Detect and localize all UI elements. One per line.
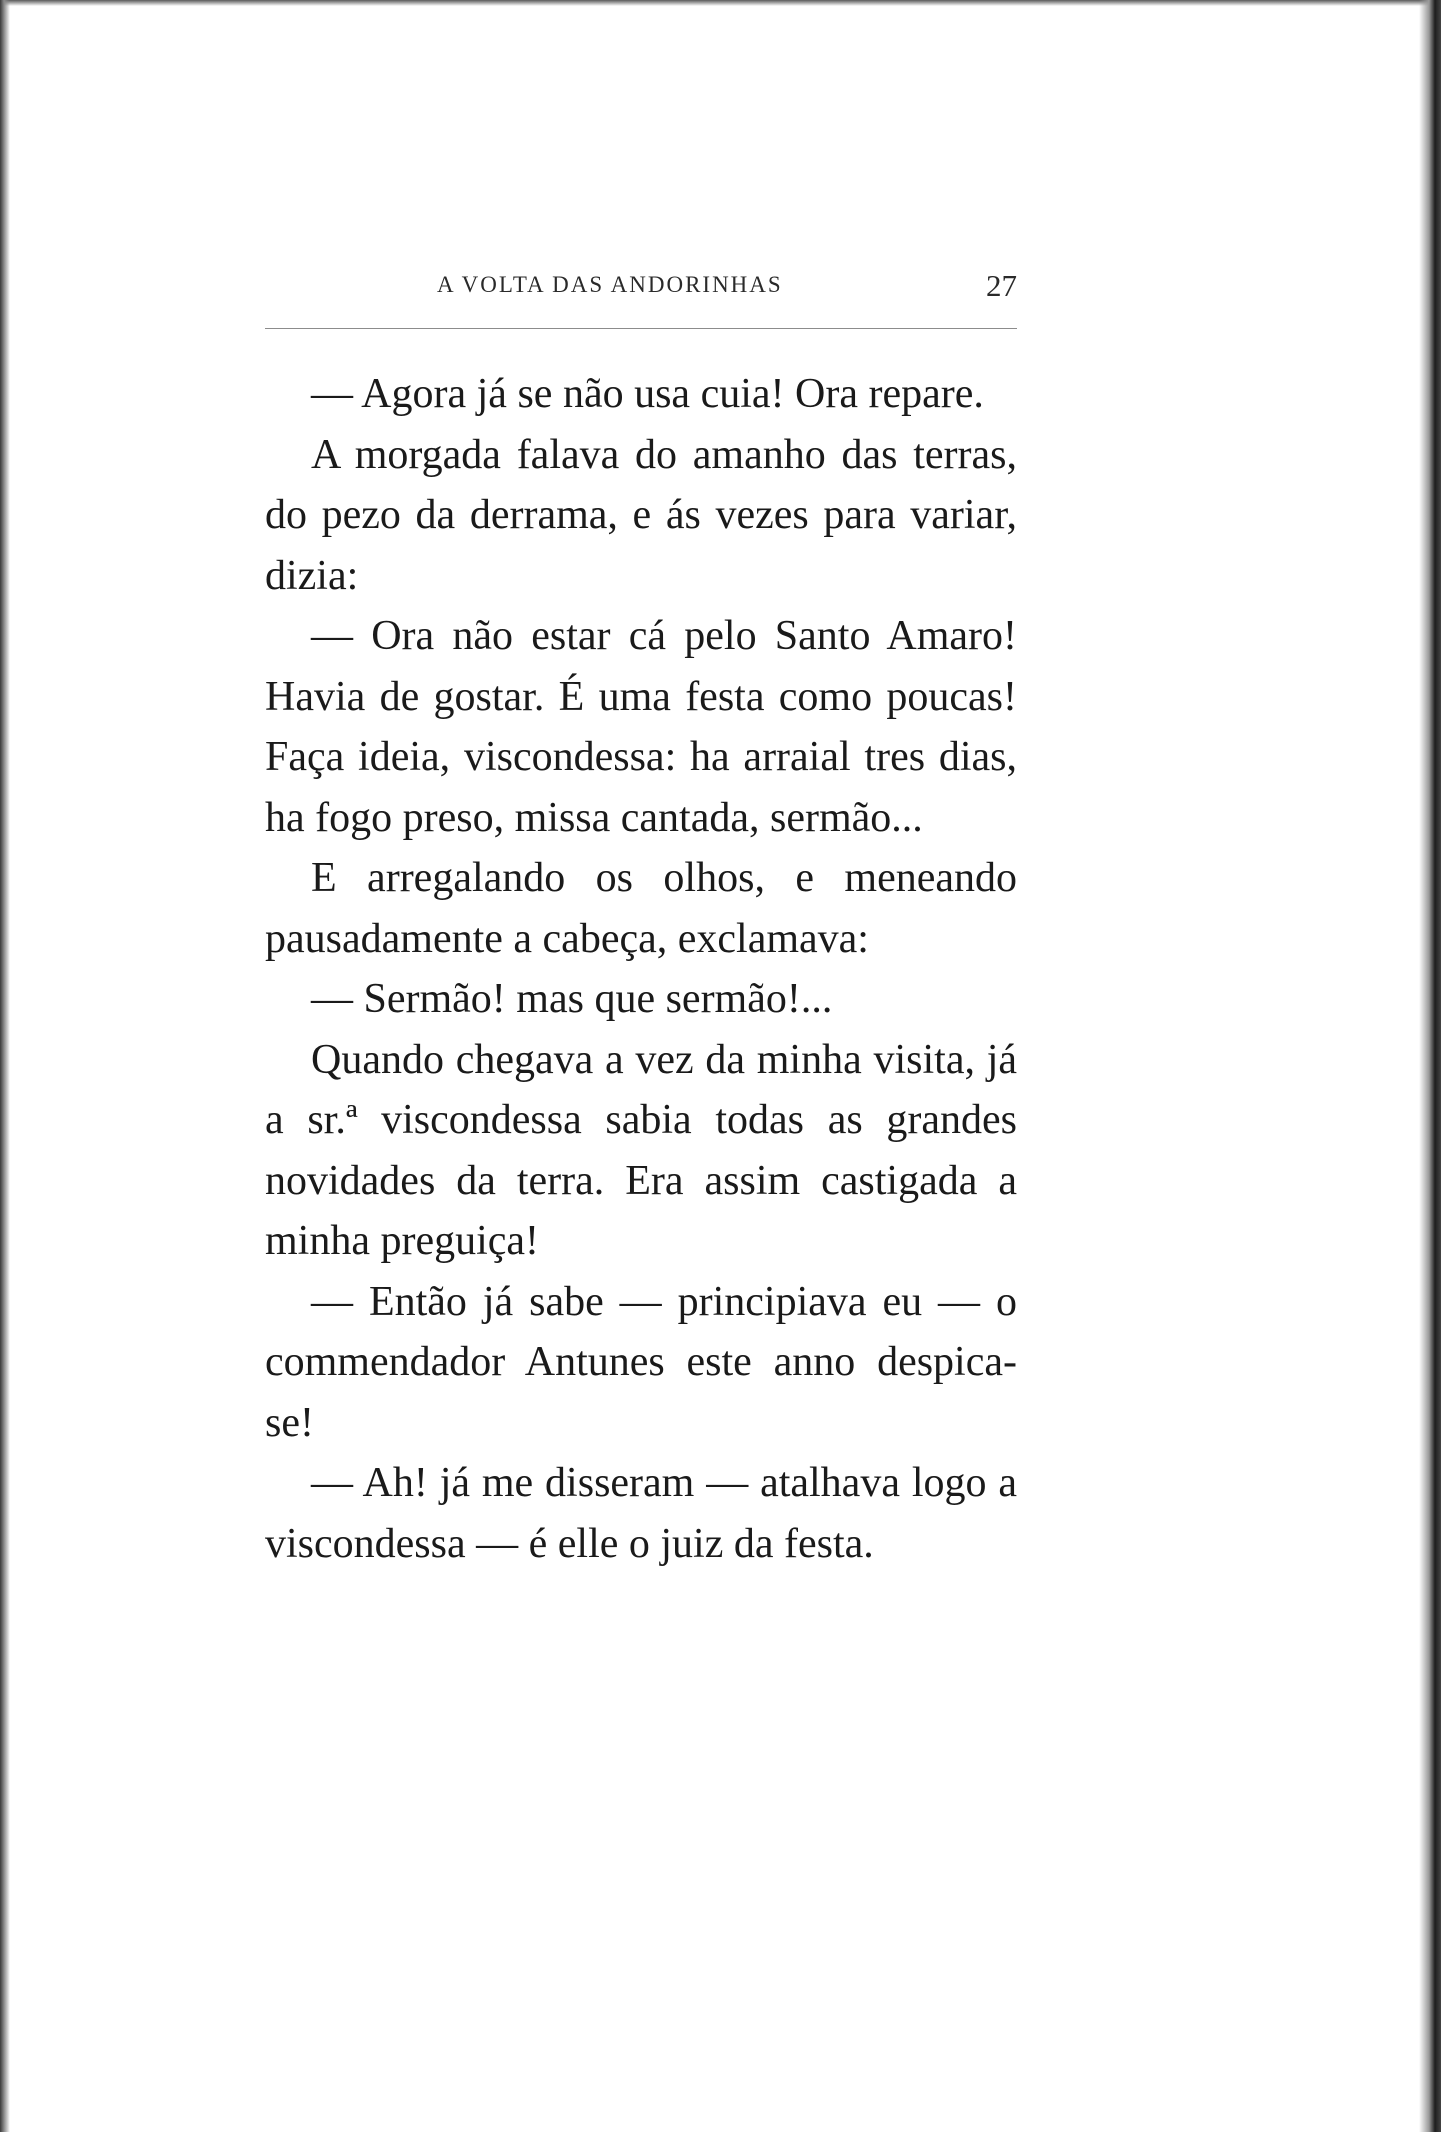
paragraph: Quando chegava a vez da minha visita, já a sr.ª viscondessa sabia todas as grandes novidades da terra. Era assim castigada a minha preguiça! — [265, 1036, 1017, 1264]
paragraph: — Sermão! mas que sermão!... — [311, 976, 833, 1022]
paragraph: — Agora já se não usa cuia! Ora repare. — [311, 371, 984, 417]
book-page — [265, 0, 1017, 2132]
paragraph: A morgada falava do amanho das terras, do pezo da derrama, e ás vezes para variar, dizia: — [265, 431, 1017, 599]
header-rule — [265, 328, 1017, 329]
paragraph: — Ah! já me disseram — atalhava logo a viscondessa — é elle o juiz da festa. — [265, 1460, 1017, 1567]
paragraph: — Ora não estar cá pelo Santo Amaro! Havia de gostar. É uma festa como poucas! Faça ideia, viscondessa: ha arraial tres dias, ha fogo preso, missa cantada, sermão... — [265, 613, 1017, 841]
scan-edge-left — [0, 0, 10, 2132]
paragraph: — Então já sabe — principiava eu — o commendador Antunes este anno despica-se! — [265, 1278, 1017, 1446]
body-text — [265, 364, 1017, 1574]
running-head — [265, 268, 1017, 308]
paragraph: E arregalando os olhos, e meneando pausadamente a cabeça, exclamava: — [265, 855, 1017, 962]
running-title: A VOLTA DAS ANDORINHAS — [437, 272, 783, 297]
page-number: 27 — [986, 268, 1017, 303]
scan-edge-right — [1419, 0, 1441, 2132]
